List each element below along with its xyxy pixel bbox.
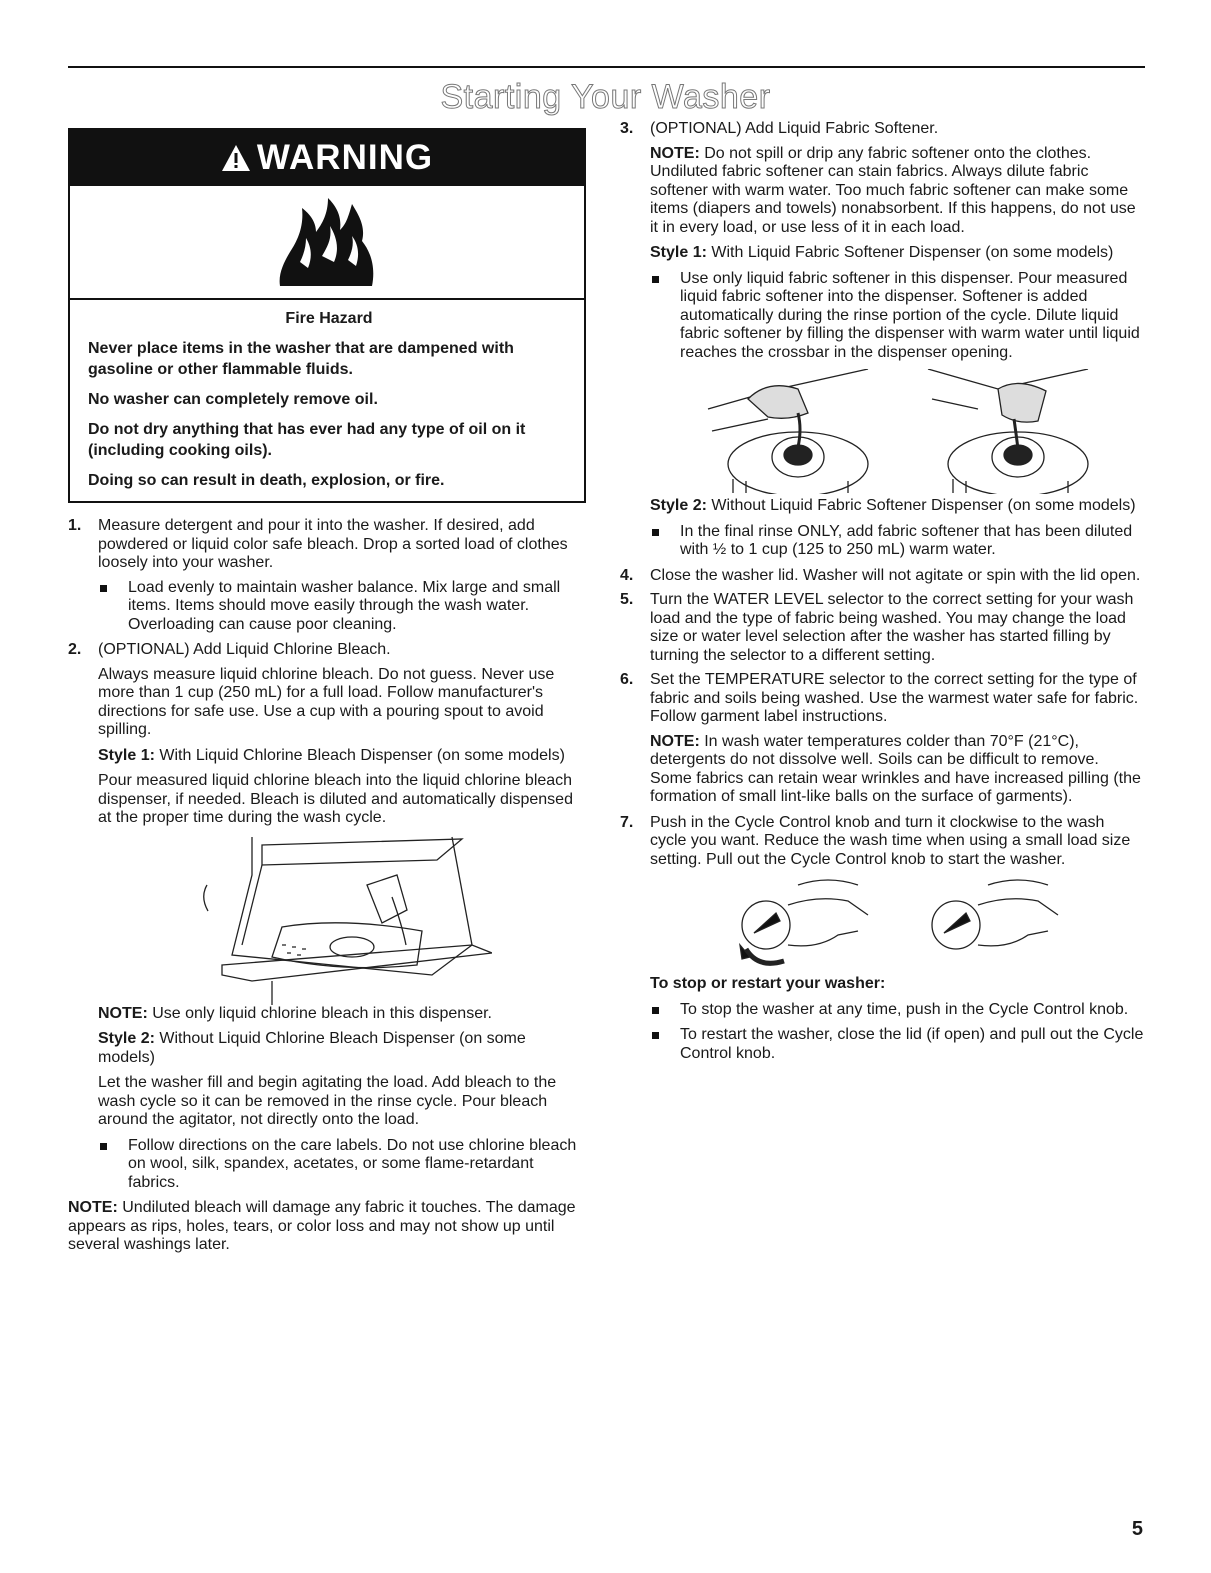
bullet-square-icon: [100, 585, 107, 592]
bullet: [68, 579, 586, 635]
style-label: Style 1:: [98, 746, 155, 764]
fire-icon: [272, 196, 382, 288]
knob-push-turn-figure: [728, 875, 878, 973]
step-number: 5.: [620, 591, 634, 608]
style-1-line: [620, 244, 1145, 263]
bullet-square-icon: [652, 1007, 659, 1014]
note-line: [68, 1005, 586, 1024]
style-2-line: [68, 1030, 586, 1067]
washer-bleach-figure: [192, 835, 492, 1005]
bullet-text: To stop the washer at any time, push in the Cycle Control knob.: [680, 1000, 1129, 1018]
bullet-square-icon: [652, 276, 659, 283]
bullet: [620, 270, 1145, 363]
step-text: Measure detergent and pour it into the washer. If desired, add powdered or liquid color safe bleach. Drop a sorted load of clothes loosely into your washer.: [98, 517, 568, 571]
step-number: 4.: [620, 566, 634, 584]
note-line: [620, 733, 1145, 807]
warning-line-2: No washer can completely remove oil.: [88, 391, 378, 408]
style-label: Style 2:: [98, 1030, 155, 1047]
note-label: NOTE:: [650, 144, 700, 162]
top-rule: [68, 66, 1145, 68]
step-1: [68, 517, 586, 573]
style-text: With Liquid Chlorine Bleach Dispenser (on some models): [159, 746, 565, 764]
step-text: Close the washer lid. Washer will not agitate or spin with the lid open.: [650, 566, 1141, 584]
final-note: [68, 1199, 586, 1255]
bullet-square-icon: [652, 1032, 659, 1039]
step-6: [620, 671, 1145, 727]
stop-restart-heading: To stop or restart your washer:: [650, 975, 886, 992]
warning-header: [70, 130, 584, 186]
bullet: [620, 523, 1145, 560]
bullet-text: In the final rinse ONLY, add fabric softener that has been diluted with ½ to 1 cup (125 to 250 mL) warm water.: [680, 522, 1133, 558]
bullet-square-icon: [100, 1143, 107, 1150]
hazard-title: Fire Hazard: [285, 310, 373, 327]
warning-triangle-icon: [221, 144, 251, 172]
step-4: [620, 567, 1145, 586]
warning-box: [68, 128, 586, 503]
step-number: 7.: [620, 813, 634, 831]
step-text: (OPTIONAL) Add Liquid Fabric Softener.: [650, 120, 939, 137]
softener-pour-figure-1: [698, 369, 878, 494]
style-text: With Liquid Fabric Softener Dispenser (on some models): [711, 244, 1114, 261]
softener-dispenser-illustration: [620, 369, 1145, 497]
style-1-line: [68, 747, 586, 766]
bullet: [620, 1026, 1145, 1063]
paragraph: Always measure liquid chlorine bleach. Do not guess. Never use more than 1 cup (250 mL) for a full load. Follow manufacturer's directions for safe use. Use a cup with a pouring spout to avoid spilling.: [98, 665, 555, 738]
bullet-text: Load evenly to maintain washer balance. Mix large and small items. Items should move easily through the wash water. Overloading can cause poor cleaning.: [128, 578, 561, 633]
warning-heading: WARNING: [256, 137, 434, 177]
cycle-knob-illustration: [620, 875, 1145, 975]
note-text: Use only liquid chlorine bleach in this dispenser.: [152, 1004, 492, 1022]
style-2-line: [620, 497, 1145, 516]
step-5: [620, 591, 1145, 665]
note-text: Do not spill or drip any fabric softener onto the clothes. Undiluted fabric softener can stain fabrics. Always dilute fabric softener with warm water. Too much fabric softener can make some items (diapers and towels) nonabsorbent. If this happens, do not use it in every load, or use less of it in each load.: [650, 144, 1136, 236]
fire-hazard-pictogram: [70, 186, 584, 300]
page-title: Starting Your Washer: [440, 78, 771, 116]
step-2: [68, 641, 586, 660]
softener-pour-figure-2: [918, 369, 1098, 494]
bullet: [620, 1001, 1145, 1020]
warning-line-1: Never place items in the washer that are dampened with gasoline or other flammable fluids.: [88, 340, 514, 378]
step-7: [620, 814, 1145, 870]
step-text: Turn the WATER LEVEL selector to the correct setting for your wash load and the type of fabric being washed. You may change the load size or water level selection after the washer has started filling by turning the selector to a different setting.: [650, 591, 1134, 664]
bullet: [68, 1137, 586, 1193]
warning-line-3: Do not dry anything that has ever had any type of oil on it (including cooking oils).: [88, 421, 526, 459]
step-text: (OPTIONAL) Add Liquid Chlorine Bleach.: [98, 641, 391, 658]
warning-text: [70, 300, 584, 501]
bleach-dispenser-illustration: [68, 835, 586, 1005]
page-number: 5: [1131, 1518, 1143, 1540]
knob-pull-figure: [918, 875, 1068, 973]
style-label: Style 2:: [650, 497, 707, 514]
note-text: In wash water temperatures colder than 70°F (21°C), detergents do not dissolve well. Soils can be difficult to remove. Some fabrics can retain wear wrinkles and have increased pilling (the formation of small lint-like balls on the surface of garments).: [650, 732, 1141, 805]
note-label: NOTE:: [650, 732, 700, 750]
bullet-text: To restart the washer, close the lid (if open) and pull out the Cycle Control knob.: [680, 1026, 1144, 1062]
paragraph: Let the washer fill and begin agitating the load. Add bleach to the wash cycle so it can be removed in the rinse cycle. Pour bleach around the agitator, not directly onto the load.: [98, 1074, 557, 1128]
step-number: 3.: [620, 120, 634, 137]
warning-line-4: Doing so can result in death, explosion, or fire.: [88, 472, 445, 489]
right-column: [620, 120, 1145, 1070]
paragraph: Pour measured liquid chlorine bleach into the liquid chlorine bleach dispenser, if needed. Bleach is diluted and automatically dispensed at the proper time during the wash cycle.: [98, 772, 573, 826]
style-text: Without Liquid Chlorine Bleach Dispenser (on some models): [98, 1030, 526, 1066]
bullet-text: Follow directions on the care labels. Do not use chlorine bleach on wool, silk, spandex, acetates, or some flame-retardant fabrics.: [128, 1136, 577, 1191]
bullet-text: Use only liquid fabric softener in this dispenser. Pour measured liquid fabric softener into the dispenser. Softener is added automatically during the rinse portion of the cycle. Dilute liquid fabric softener by filling the dispenser with warm water until liquid reaches the crossbar in the dispenser opening.: [680, 269, 1140, 361]
style-label: Style 1:: [650, 244, 707, 261]
bullet-square-icon: [652, 529, 659, 536]
note-label: NOTE:: [68, 1199, 118, 1216]
step-number: 6.: [620, 671, 634, 688]
step-number: 1.: [68, 517, 82, 534]
style-text: Without Liquid Fabric Softener Dispenser (on some models): [711, 497, 1136, 514]
step-number: 2.: [68, 641, 82, 658]
left-column: [68, 128, 586, 1262]
step-text: Set the TEMPERATURE selector to the correct setting for the type of fabric and soils being washed. Use the warmest water safe for fabric. Follow garment label instructions.: [650, 671, 1139, 725]
note-label: NOTE:: [98, 1004, 148, 1022]
step-text: Push in the Cycle Control knob and turn it clockwise to the wash cycle you want. Reduce the wash time when using a small load size setting. Pull out the Cycle Control knob to start the washer.: [650, 813, 1131, 868]
note-text: Undiluted bleach will damage any fabric it touches. The damage appears as rips, holes, tears, or color loss and may not show up until several washings later.: [68, 1199, 576, 1253]
note-line: [620, 145, 1145, 238]
step-3: [620, 120, 1145, 139]
